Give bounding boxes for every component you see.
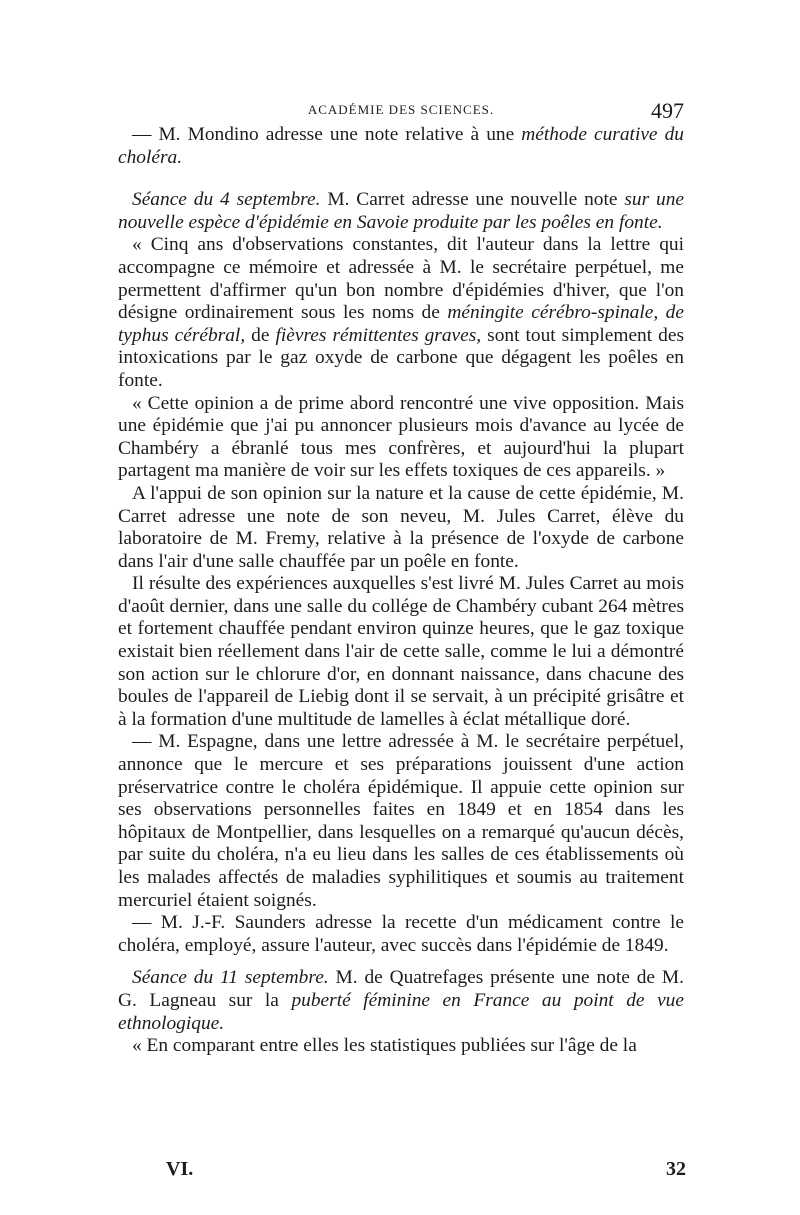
paragraph-mondino (118, 124, 684, 169)
mondino-text: — M. Mondino adresse une note relative à une (132, 124, 522, 145)
quote-italic-b: fièvres rémittentes graves, (275, 324, 482, 346)
carret-text: M. Carret adresse une nouvelle note (320, 189, 625, 211)
quatrefages-text: M. de Quatrefages présente une note de M. G. Lagneau sur la (118, 967, 684, 1011)
running-head: ACADÉMIE DES SCIENCES. (307, 102, 495, 117)
quote-text-a: « Cinq ans d'observations constantes, dit l'auteur dans la lettre qui accompagne ce mémoire et adressée à M. le secrétaire perpétuel, me permettent d'affirmer qu'un bon nombre d'épidémies d'hiver, que l'on désigne ordinairement sous les noms de (118, 234, 684, 324)
mondino-italic: méthode curative du choléra. (118, 124, 684, 168)
quote-text-c: sont tout simplement des intoxications par le gaz oxyde de carbone que dégagent les poêles en fonte. (118, 324, 684, 391)
quote-text-b: de (245, 324, 276, 346)
paragraph-experiences: Il résulte des expériences auxquelles s'est livré M. Jules Carret au mois d'août dernier, dans une salle du collége de Chambéry cubant 264 mètres et fortement chauffée pendant environ quinze heures, que le gaz toxique existait bien réellement dans l'air de cette salle, comme le lui a démontré son action sur le chlorure d'or, en donnant naissance, dans chacune des boules de l'appareil de Liebig dont il se servait, à un précipité grisâtre et à la formation d'une multitude de lamelles à éclat métallique doré. (118, 573, 684, 730)
quote-italic-a: méningite cérébro-spinale, de typhus cérébral, (118, 302, 684, 346)
paragraph-opinion: « Cette opinion a de prime abord rencontré une vive opposition. Mais une épidémie que j'ai pu annoncer plusieurs mois d'avance au lycée de Chambéry a ébranlé tous mes confrères, et aujourd'hui la plupart partagent ma manière de voir sur les effets toxiques de ces appareils. » (118, 392, 684, 482)
paragraph-espagne: — M. Espagne, dans une lettre adressée à M. le secrétaire perpétuel, annonce que le mercure et ses préparations jouissent d'une action préservatrice contre le choléra épidémique. Il appuie cette opinion sur ses observations personnelles faites en 1849 et en 1854 dans les hôpitaux de Montpellier, dans lesquelles on a remarqué qu'aucun décès, par suite du choléra, n'a eu lieu dans les salles de ces établissements où les malades affectés de maladies syphilitiques et soumis au traitement mercuriel étaient soignés. (118, 731, 684, 911)
signature-number: 32 (666, 1158, 686, 1180)
paragraph-seance-4-septembre (118, 189, 684, 234)
seance-date-4: Séance du 4 septembre. (132, 189, 321, 211)
page-header (118, 98, 684, 122)
seance-date-11: Séance du 11 septembre. (132, 967, 329, 989)
signature-volume: VI. (166, 1158, 194, 1180)
carret-italic: sur une nouvelle espèce d'épidémie en Savoie produite par les poêles en fonte. (118, 189, 685, 233)
body-text (118, 124, 684, 1058)
paragraph-saunders: — M. J.-F. Saunders adresse la recette d'un médicament contre le choléra, employé, assure l'auteur, avec succès dans l'épidémie de 1849. (118, 912, 684, 956)
paragraph-carret-quote (118, 234, 684, 392)
paragraph-comparant: « En comparant entre elles les statistiques publiées sur l'âge de la (132, 1035, 637, 1057)
paragraph-appui: A l'appui de son opinion sur la nature et la cause de cette épidémie, M. Carret adresse une note de son neveu, M. Jules Carret, élève du laboratoire de M. Fremy, relative à la présence de l'oxyde de carbone dans l'air d'une salle chauffée par un poêle en fonte. (118, 482, 684, 572)
page-number: 497 (651, 98, 684, 123)
lagneau-italic: puberté féminine en France au point de vue ethnologique. (118, 989, 684, 1034)
paragraph-seance-11-septembre (118, 967, 684, 1035)
signature-row (166, 1158, 686, 1182)
